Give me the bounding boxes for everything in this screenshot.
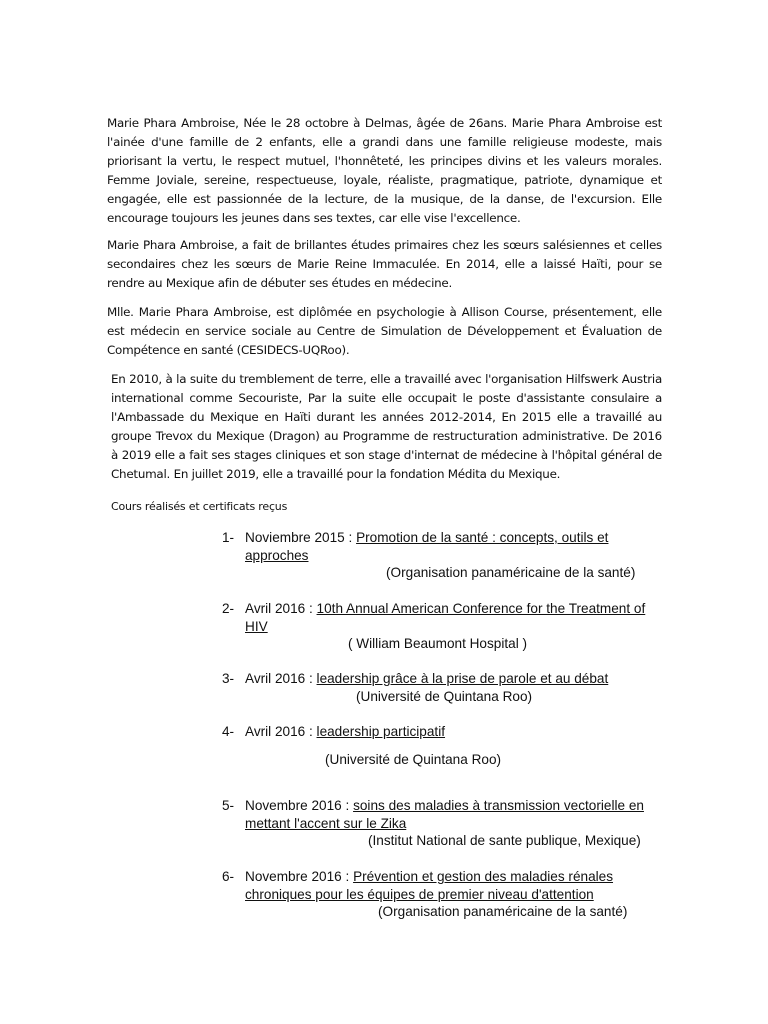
course-organization: (Université de Quintana Roo) [356,689,533,704]
bio-paragraph-2: Marie Phara Ambroise, a fait de brillantes études primaires chez les sœurs salésiennes et celles secondaires chez les sœurs de Marie Reine Immaculée. En 2014, elle a laissé Haïti, pour se rendre au Mexique afin de débuter ses études en médecine. [107,238,662,290]
course-organization: (Institut National de sante publique, Mexique) [368,833,641,848]
course-number: 1- [222,530,235,545]
course-title: soins des maladies à transmission vectorielle en mettant l'accent sur le Zika [245,798,644,831]
course-organization: (Organisation panaméricaine de la santé) [386,565,636,580]
courses-heading: Cours réalisés et certificats reçus [111,500,288,513]
course-title: leadership participatif [316,724,446,739]
course-date: Novembre 2016 : [245,798,354,813]
course-number: 2- [222,601,235,616]
course-date: Avril 2016 : [245,724,317,739]
bio-paragraph-4: En 2010, à la suite du tremblement de terre, elle a travaillé avec l'organisation Hilfswerk Austria international comme Secouriste, Par la suite elle occupait le poste d'assistante consulaire a l'Ambassade du Mexique en Haïti durant les années 2012-2014, En 2015 elle a travaillé au groupe Trevox du Mexique (Dragon) au Programme de restructuration administrative. De 2016 à 2019 elle a fait ses stages cliniques et son stage d'internat de médecine à l'hôpital général de Chetumal. En juillet 2019, elle a travaillé pour la fondation Médita du Mexique. [111,372,662,481]
course-organization: (Organisation panaméricaine de la santé) [378,904,628,919]
course-date: Novembre 2016 : [245,869,354,884]
bio-paragraph-1: Marie Phara Ambroise, Née le 28 octobre à Delmas, âgée de 26ans. Marie Phara Ambroise est l'ainée d'une famille de 2 enfants, elle a grandi dans une famille religieuse modeste, mais priorisant la vertu, le respect mutuel, l'honnêteté, les principes divins et les valeurs morales. Femme Joviale, sereine, respectueuse, loyale, réaliste, pragmatique, patriote, dynamique et engagée, elle est passionnée de la lecture, de la musique, de la danse, de l'excursion. Elle encourage toujours les jeunes dans ses textes, car elle vise l'excellence. [107,116,662,225]
course-number: 6- [222,869,235,884]
course-date: Noviembre 2015 : [245,530,357,545]
course-organization: (Université de Quintana Roo) [325,752,502,767]
course-organization: ( William Beaumont Hospital ) [348,636,528,651]
course-number: 5- [222,798,235,813]
bio-paragraph-3: Mlle. Marie Phara Ambroise, est diplômée en psychologie à Allison Course, présentement, elle est médecin en service sociale au Centre de Simulation de Développement et Évaluation de Compétence en santé (CESIDECS-UQRoo). [107,305,662,357]
course-title: 10th Annual American Conference for the Treatment of HIV [245,601,646,634]
course-title: leadership grâce à la prise de parole et au débat [316,671,609,686]
course-date: Avril 2016 : [245,601,317,616]
course-date: Avril 2016 : [245,671,317,686]
course-number: 3- [222,671,235,686]
course-number: 4- [222,724,235,739]
course-title: Prévention et gestion des maladies rénales chroniques pour les équipes de premier niveau d'attention [245,869,614,902]
course-title: Promotion de la santé : concepts, outils et approches [245,530,609,563]
